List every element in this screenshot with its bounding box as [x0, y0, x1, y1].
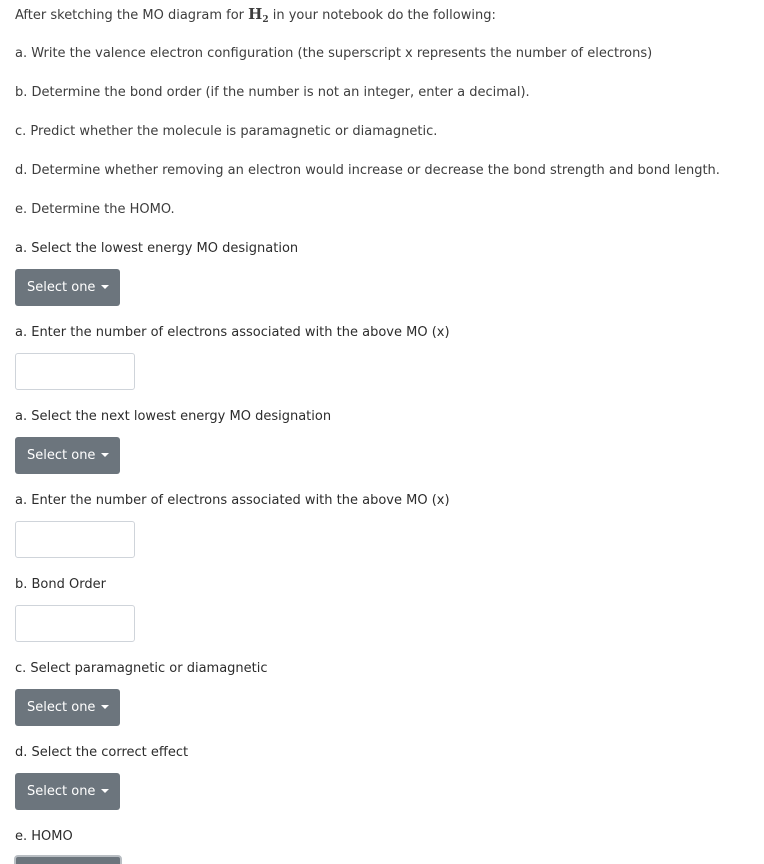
- q8-label: e. HOMO: [15, 829, 73, 844]
- magnetism-select-dropdown[interactable]: [15, 689, 120, 726]
- effect-select-dropdown[interactable]: [15, 773, 120, 810]
- q4-label: a. Enter the number of electrons associated with the above MO (x): [15, 493, 450, 508]
- intro-before: After sketching the MO diagram for: [15, 8, 249, 23]
- q1-select-text: Select one: [27, 280, 96, 295]
- bond-order-input[interactable]: [15, 605, 135, 642]
- q6-label: c. Select paramagnetic or diamagnetic: [15, 661, 268, 676]
- instruction-d: d. Determine whether removing an electron would increase or decrease the bond strength and bond length.: [15, 163, 720, 178]
- caret-down-icon: [101, 789, 109, 793]
- q3-select-dropdown[interactable]: [15, 437, 120, 474]
- instruction-a: a. Write the valence electron configuration (the superscript x represents the number of electrons): [15, 46, 653, 61]
- caret-down-icon: [101, 285, 109, 289]
- q4-electron-count-input[interactable]: [15, 521, 135, 558]
- intro-after: in your notebook do the following:: [268, 8, 496, 23]
- q7-label: d. Select the correct effect: [15, 745, 189, 760]
- homo-select-dropdown[interactable]: [14, 855, 122, 864]
- q1-select-dropdown[interactable]: [15, 269, 120, 306]
- caret-down-icon: [101, 705, 109, 709]
- q6-select-text: Select one: [27, 700, 96, 715]
- caret-down-icon: [101, 453, 109, 457]
- q2-electron-count-input[interactable]: [15, 353, 135, 390]
- q7-select-text: Select one: [27, 784, 96, 799]
- q2-label: a. Enter the number of electrons associated with the above MO (x): [15, 325, 450, 340]
- instruction-e: e. Determine the HOMO.: [15, 202, 175, 217]
- instruction-c: c. Predict whether the molecule is paramagnetic or diamagnetic.: [15, 124, 438, 139]
- q1-label: a. Select the lowest energy MO designation: [15, 241, 299, 256]
- intro-text: [15, 6, 496, 28]
- q5-label: b. Bond Order: [15, 577, 106, 592]
- instruction-b: b. Determine the bond order (if the number is not an integer, enter a decimal).: [15, 85, 530, 100]
- q3-select-text: Select one: [27, 448, 96, 463]
- q3-label: a. Select the next lowest energy MO designation: [15, 409, 332, 424]
- molecule-formula: $H_2$: [248, 5, 269, 25]
